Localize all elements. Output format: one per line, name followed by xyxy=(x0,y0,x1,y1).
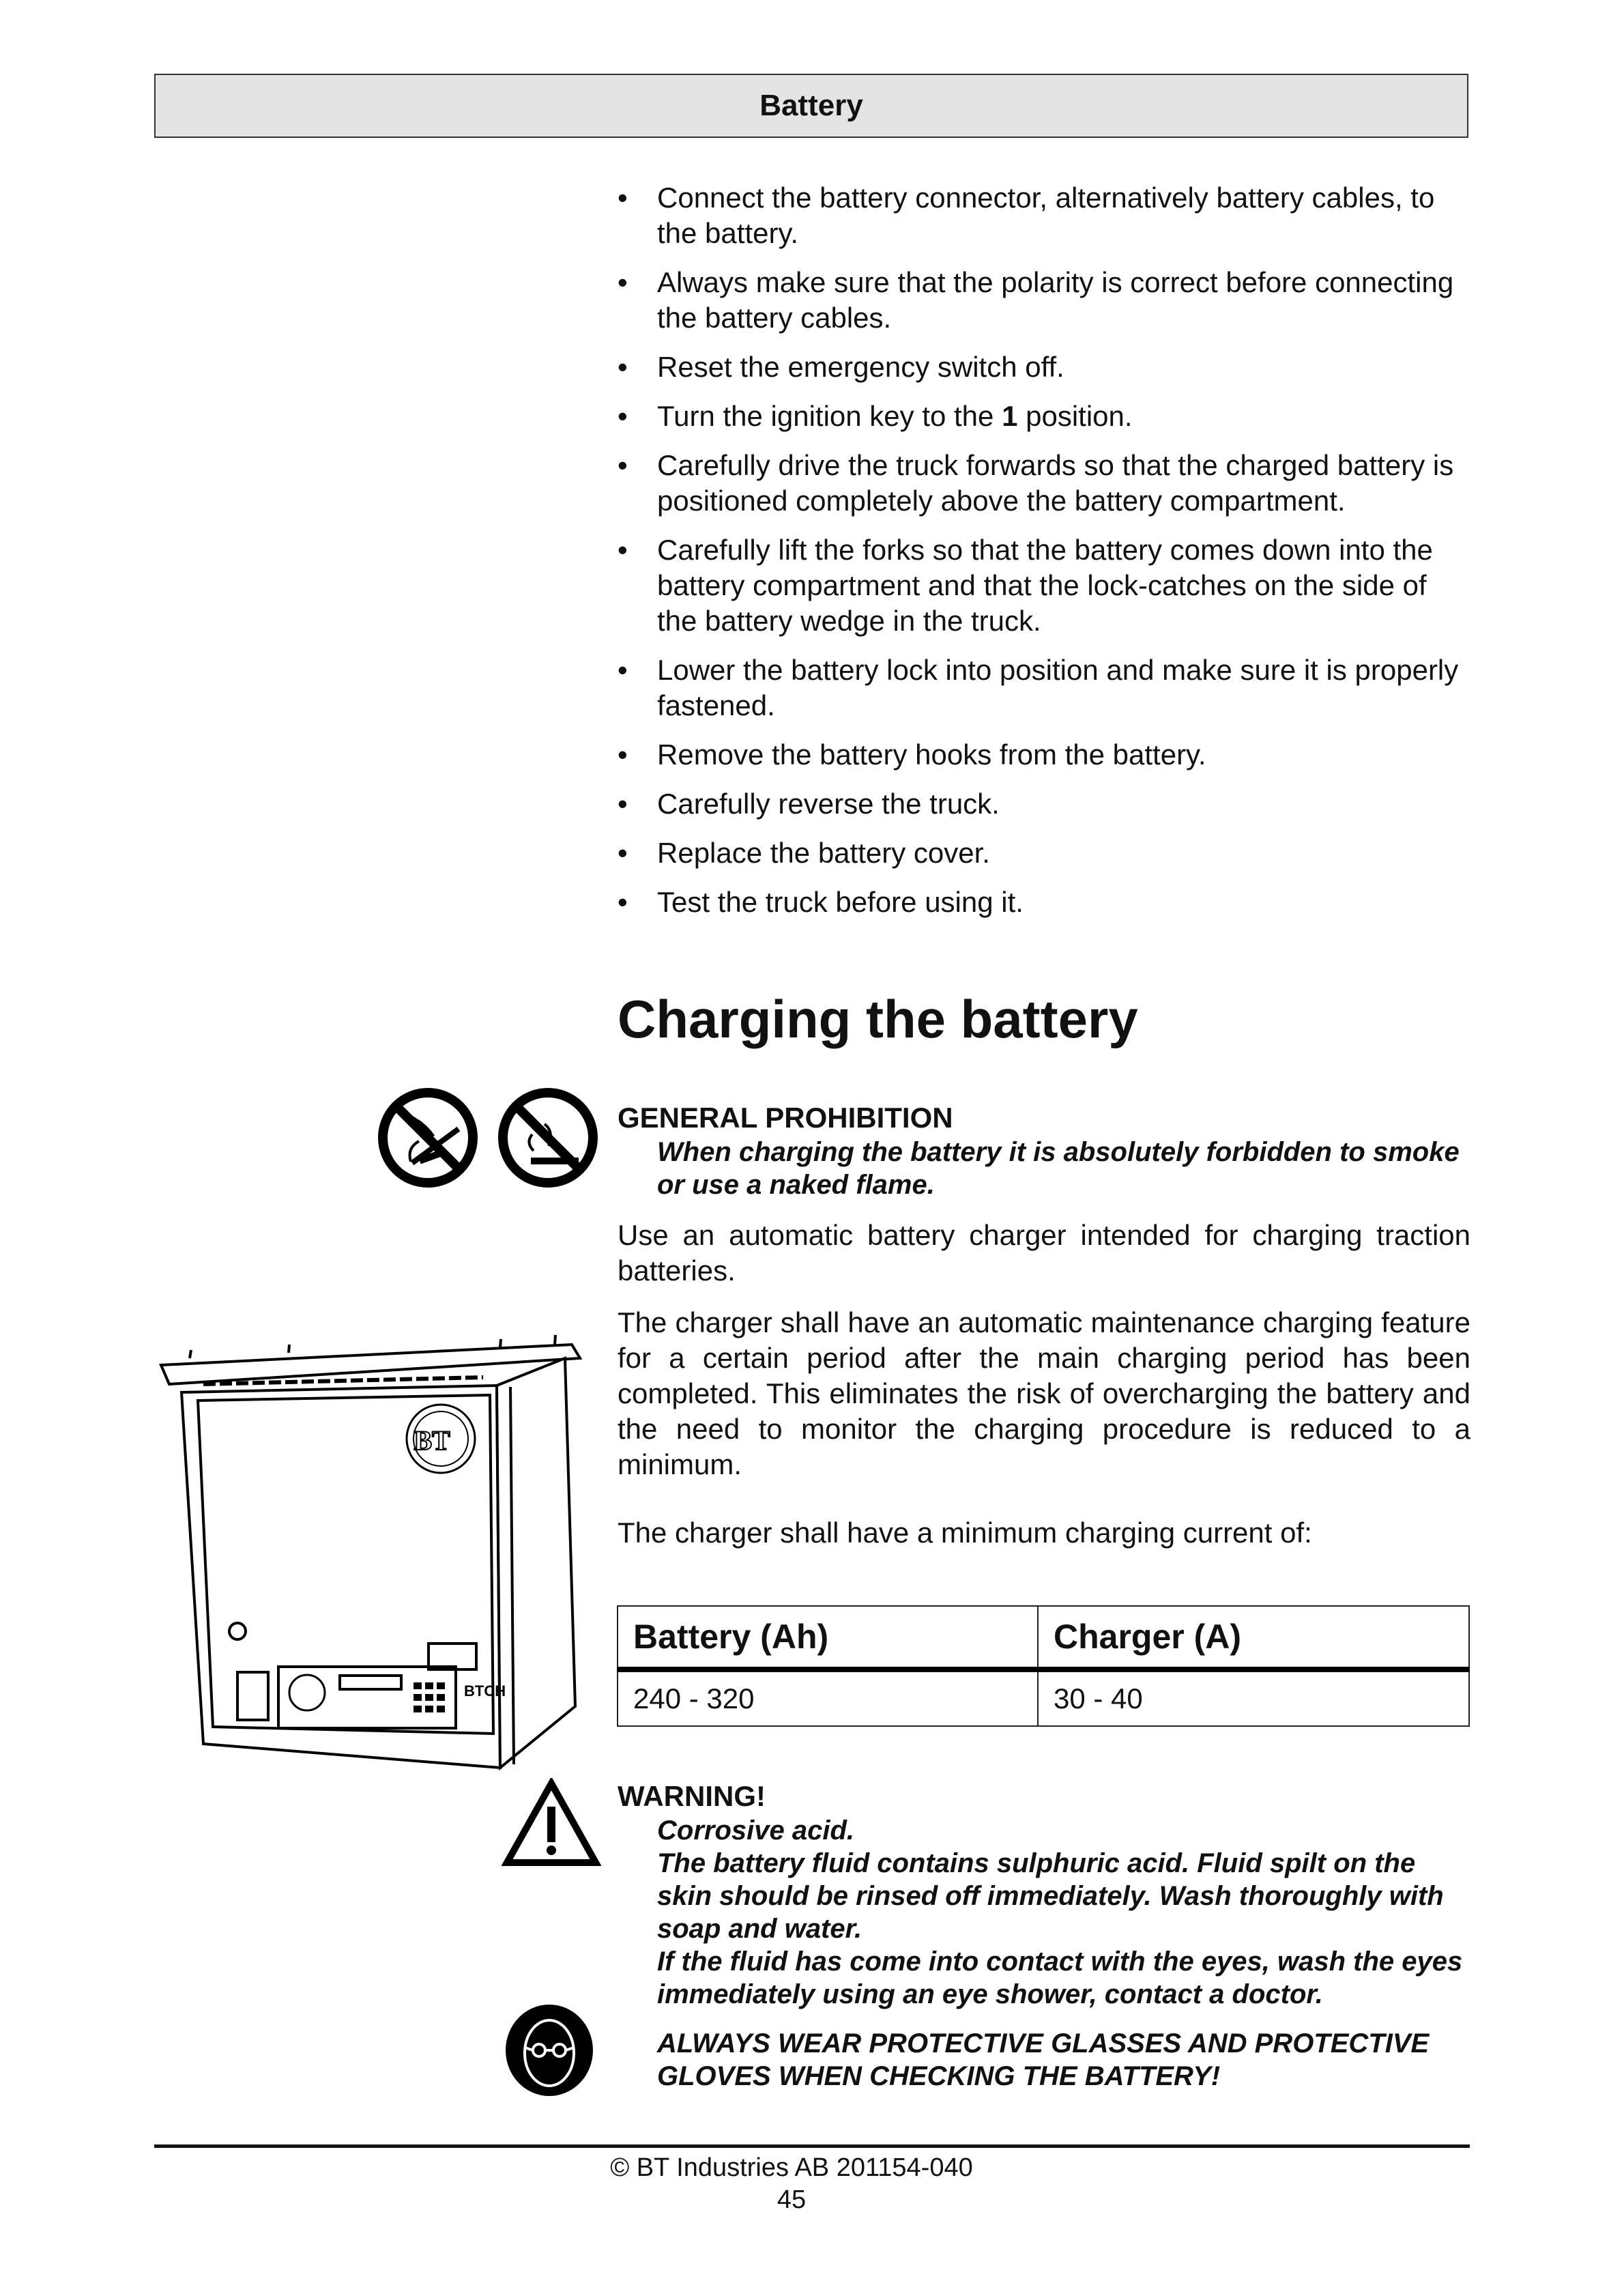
warning-eye-contact: If the fluid has come into contact with the eyes, wash the eyes immediately using an eye shower, contact a doctor. xyxy=(657,1947,1463,2009)
section-header xyxy=(154,74,1468,138)
bullet-icon: • xyxy=(618,886,628,918)
step-item: • Lower the battery lock into position and make sure it is properly fastened. xyxy=(618,654,1459,721)
warning-label: WARNING! xyxy=(618,1780,766,1812)
prohibition-text: When charging the battery it is absolutely forbidden to smoke or use a naked flame. xyxy=(657,1137,1460,1200)
battery-charger-illustration xyxy=(156,1324,592,1775)
charger-paragraph-1: Use an automatic battery charger intended for charging traction batteries. xyxy=(618,1219,1470,1287)
step-item: • Reset the emergency switch off. xyxy=(618,349,1470,385)
warning-skin-contact: The battery fluid contains sulphuric acid. Fluid spilt on the skin should be rinsed off immediately. Wash thoroughly with soap and water. xyxy=(657,1848,1444,1944)
column-header-battery: Battery (Ah) xyxy=(618,1606,1038,1669)
warning-corrosive: Corrosive acid. xyxy=(657,1816,855,1846)
bullet-icon: • xyxy=(618,534,628,566)
bullet-icon: • xyxy=(618,400,628,432)
section-header-title: Battery xyxy=(759,89,863,122)
column-header-charger: Charger (A) xyxy=(1038,1606,1469,1669)
copyright-text: © BT Industries AB 201154-040 xyxy=(610,2153,973,2182)
table-row xyxy=(618,1669,1469,1726)
bullet-icon: • xyxy=(618,266,628,298)
bullet-icon: • xyxy=(618,449,628,481)
page-number: 45 xyxy=(777,2185,807,2214)
step-item: • Connect the battery connector, alternatively battery cables, to the battery. xyxy=(618,182,1435,249)
step-item: • Replace the battery cover. xyxy=(618,835,1470,871)
step-item: • Carefully lift the forks so that the battery comes down into the battery compartment and that the lock-catches on the side of the battery wedge in the truck. xyxy=(618,534,1433,637)
ppe-instruction: ALWAYS WEAR PROTECTIVE GLASSES AND PROTECTIVE GLOVES WHEN CHECKING THE BATTERY! xyxy=(657,2028,1430,2091)
step-item: • Test the truck before using it. xyxy=(618,885,1470,920)
step-item: • Carefully reverse the truck. xyxy=(618,786,1470,822)
section-title: Charging the battery xyxy=(618,989,1138,1049)
bullet-icon: • xyxy=(618,654,628,686)
charger-paragraph-2: The charger shall have an automatic maintenance charging feature for a certain period after the main charging period has been completed. This eliminates the risk of overcharging the battery and the need to monitor the charging procedure is reduced to a minimum. xyxy=(618,1306,1470,1480)
step-item: • Carefully drive the truck forwards so that the charged battery is positioned completely above the battery compartment. xyxy=(618,449,1454,517)
charger-current-cell: 30 - 40 xyxy=(1038,1669,1469,1726)
charger-paragraph-3: The charger shall have a minimum charging current of: xyxy=(618,1517,1312,1549)
svg-text:BT: BT xyxy=(414,1425,450,1456)
svg-text:BTCH: BTCH xyxy=(464,1682,506,1699)
no-open-flame-icon xyxy=(497,1087,599,1189)
bullet-icon: • xyxy=(618,351,628,383)
bullet-icon: • xyxy=(618,738,628,771)
bullet-icon: • xyxy=(618,837,628,869)
footer-divider xyxy=(154,2144,1470,2148)
bullet-icon: • xyxy=(618,182,628,214)
charging-current-table xyxy=(617,1605,1470,1727)
procedure-steps xyxy=(618,180,1470,934)
step-item: • Remove the battery hooks from the battery. xyxy=(618,737,1470,773)
prohibition-label: GENERAL PROHIBITION xyxy=(618,1102,953,1134)
bullet-icon: • xyxy=(618,788,628,820)
protective-glasses-icon xyxy=(504,2003,595,2098)
step-item: • Turn the ignition key to the 1 position. xyxy=(618,399,1470,434)
battery-capacity-cell: 240 - 320 xyxy=(618,1669,1038,1726)
no-smoking-icon xyxy=(377,1087,479,1189)
warning-triangle-icon xyxy=(502,1778,601,1868)
table-header-row xyxy=(618,1606,1469,1669)
step-item: • Always make sure that the polarity is correct before connecting the battery cables. xyxy=(618,266,1454,334)
